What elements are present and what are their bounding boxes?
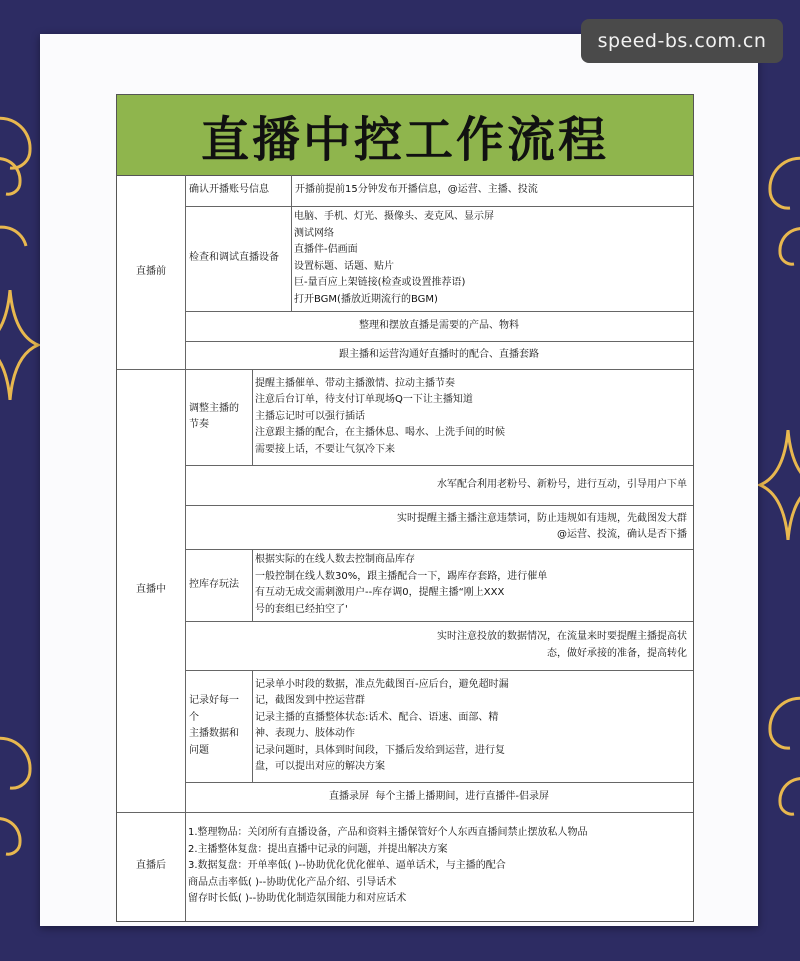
record-line: 记录问题时，具体到时间段，下播后发给到运营，进行复 bbox=[255, 744, 505, 756]
during-sub-rhythm bbox=[185, 369, 252, 465]
record-line: 记，截图发到中控运营群 bbox=[255, 695, 365, 706]
record-line: 盘，可以提出对应的解决方案 bbox=[255, 761, 385, 772]
rhythm-line: 提醒主播催单、带动主播激情、拉动主播节奏 bbox=[255, 377, 455, 389]
after-line: 商品点击率低( )--协助优化产品介绍、引导话术 bbox=[188, 876, 397, 888]
device-line: 测试网络 bbox=[294, 227, 334, 239]
after-line: 留存时长低( )--协助优化制造氛围能力和对应话术 bbox=[188, 893, 407, 905]
during-sub-inventory: 控库存玩法 bbox=[189, 578, 239, 590]
during-sub-record bbox=[185, 670, 252, 782]
right-star-ornament bbox=[758, 430, 800, 540]
rhythm-line: 需要接上话，不要让气氛冷下来 bbox=[255, 443, 395, 455]
inventory-line: 有互动无成交需刺激用户--库存调0，提醒主播“刚上XXX bbox=[255, 587, 505, 598]
record-line: 神、表现力、肢体动作 bbox=[255, 728, 355, 739]
watermark: speed-bs.com.cn bbox=[581, 19, 783, 63]
after-line: 1.整理物品：关闭所有直播设备，产品和资料主播保管好个人东西直播间禁止摆放私人物品 bbox=[188, 827, 588, 839]
section-label-during: 直播中 bbox=[136, 584, 166, 596]
workflow-table bbox=[116, 94, 694, 922]
traffic-line: 实时注意投放的数据情况，在流量来时要提醒主播提高状 bbox=[437, 631, 687, 642]
left-cloud-ornament bbox=[0, 80, 40, 280]
before-products: 整理和摆放直播是需要的产品、物料 bbox=[359, 319, 519, 331]
rhythm-line: 注意后台订单，待支付订单现场Q一下让主播知道 bbox=[255, 394, 473, 406]
record-sub-line: 问题 bbox=[189, 744, 209, 756]
before-communicate: 跟主播和运营沟通好直播时的配合、直播套路 bbox=[339, 348, 539, 360]
record-sub-line: 个 bbox=[189, 711, 199, 723]
rhythm-line: 主播忘记时可以强行插话 bbox=[255, 410, 365, 422]
before-desc-account: 开播前提前15分钟发布开播信息，@运营、主播、投流 bbox=[295, 184, 538, 196]
before-sub-device: 检查和调试直播设备 bbox=[189, 252, 279, 264]
device-line: 直播伴-侣画面 bbox=[294, 244, 358, 255]
inventory-line: 号的套组已经拍空了' bbox=[255, 603, 348, 615]
after-line: 3.数据复盘：开单率低( )--协助优化优化催单、逼单话术，与主播的配合 bbox=[188, 860, 506, 872]
inventory-line: 根据实际的在线人数去控制商品库存 bbox=[255, 554, 415, 565]
right-cloud-ornament bbox=[758, 120, 800, 340]
device-line: 巨-量百应上架链接(检查或设置推荐语) bbox=[294, 277, 466, 288]
during-desc-rhythm bbox=[252, 369, 693, 465]
record-line: 记录主播的直播整体状态:话术、配合、语速、面部、精 bbox=[255, 711, 499, 723]
traffic-line: 态，做好承接的准备，提高转化 bbox=[547, 647, 687, 659]
device-line: 设置标题、话题、贴片 bbox=[294, 260, 394, 272]
during-desc-inventory bbox=[252, 549, 693, 621]
rhythm-line: 注意跟主播的配合，在主播休息、喝水、上洗手间的时候 bbox=[255, 427, 505, 439]
left-star-ornament bbox=[0, 290, 40, 400]
section-label-before: 直播前 bbox=[136, 265, 166, 277]
record-line: 记录单小时段的数据，准点先截图百-应后台，避免超时漏 bbox=[255, 678, 509, 690]
page-title: 直播中控工作流程 bbox=[117, 95, 693, 176]
banned-line: @运营、投流，确认是否下播 bbox=[557, 529, 687, 540]
right-bottom-ornament bbox=[758, 660, 800, 880]
banned-line: 实时提醒主播主播注意违禁词，防止违规如有违规，先截图发大群 bbox=[397, 512, 687, 524]
before-desc-device bbox=[291, 206, 693, 311]
rhythm-sub-line: 调整主播的 bbox=[189, 402, 239, 414]
rhythm-sub-line: 节奏 bbox=[189, 419, 209, 430]
during-water-army: 水军配合利用老粉号、新粉号，进行互动，引导用户下单 bbox=[437, 478, 687, 490]
device-line: 打开BGM(播放近期流行的BGM) bbox=[294, 293, 438, 305]
during-desc-record bbox=[252, 670, 693, 782]
record-sub-line: 主播数据和 bbox=[189, 728, 239, 739]
during-banned-words bbox=[185, 505, 693, 549]
during-screen-record: 直播录屏 每个主播上播期间，进行直播伴-侣录屏 bbox=[329, 790, 549, 802]
left-bottom-ornament bbox=[0, 700, 40, 900]
after-desc bbox=[185, 812, 693, 921]
device-line: 电脑、手机、灯光、摄像头、麦克风、显示屏 bbox=[294, 211, 494, 222]
inventory-line: 一般控制在线人数30%，跟主播配合一下，踢库存套路，进行催单 bbox=[255, 570, 548, 582]
section-label-after: 直播后 bbox=[136, 860, 166, 872]
record-sub-line: 记录好每一 bbox=[189, 695, 239, 706]
after-line: 2.主播整体复盘：提出直播中记录的问题，并提出解决方案 bbox=[188, 843, 448, 855]
before-sub-account: 确认开播账号信息 bbox=[189, 184, 269, 196]
during-traffic-data bbox=[185, 621, 693, 670]
